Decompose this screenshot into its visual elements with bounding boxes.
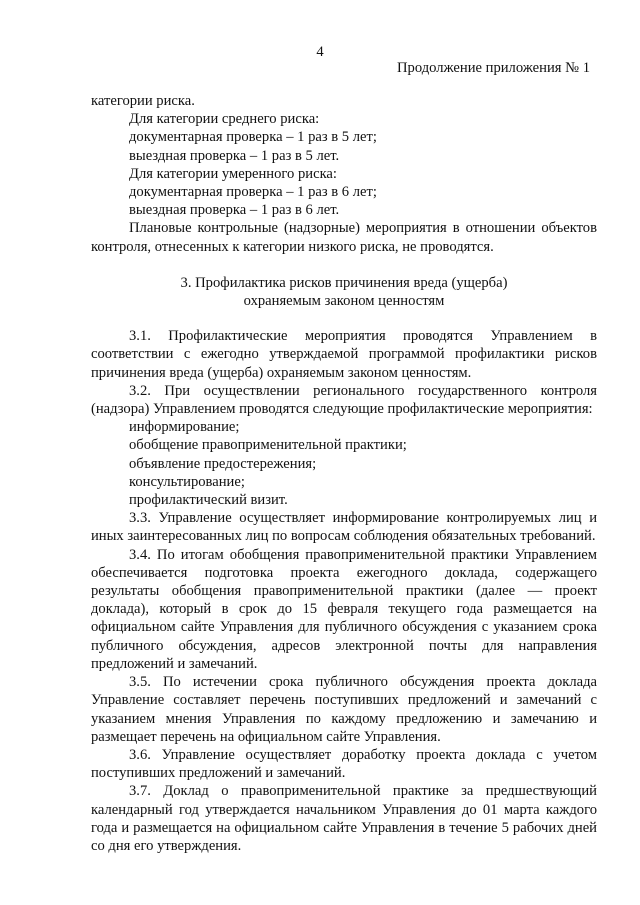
section-3-heading xyxy=(91,274,597,310)
moderate-risk-title: Для категории умеренного риска: xyxy=(129,165,337,182)
paragraph-3-1: 3.1. Профилактические мероприятия проводятся Управлением в соответствии с ежегодно утверждаемой программой профилактики рисков причинения вреда (ущерба) охраняемым законом ценностям. xyxy=(91,328,597,381)
list-item: объявление предостережения; xyxy=(129,455,317,472)
list-item: профилактический визит. xyxy=(129,492,288,509)
moderate-risk-documentary: документарная проверка – 1 раз в 6 лет; xyxy=(129,184,377,201)
section-3-heading-line2: охраняемым законом ценностям xyxy=(243,293,445,310)
paragraph-3-4: 3.4. По итогам обобщения правоприменительной практики Управлением обеспечивается подготовка проекта ежегодного доклада, содержащего результаты обобщения правоприменительной практики (далее — проект доклада), который в срок до 15 февраля текущего года размещается на официальном сайте Управления для публичного обсуждения с указанием срока публичного обсуждения, адресов электронной почты для направления предложений и замечаний. xyxy=(91,546,597,672)
moderate-risk-onsite: выездная проверка – 1 раз в 6 лет. xyxy=(129,202,340,219)
section-3-heading-line1: 3. Профилактика рисков причинения вреда (ущерба) xyxy=(180,274,508,291)
list-item: обобщение правоприменительной практики; xyxy=(129,437,407,454)
appendix-note: Продолжение приложения № 1 xyxy=(397,60,590,76)
paragraph-3-2: 3.2. При осуществлении регионального государственного контроля (надзора) Управлением проводятся следующие профилактические мероприятия: xyxy=(91,382,597,418)
medium-risk-title: Для категории среднего риска: xyxy=(129,111,320,128)
low-risk-paragraph: Плановые контрольные (надзорные) мероприятия в отношении объектов контроля, отнесенных к категории низкого риска, не проводятся. xyxy=(91,220,597,255)
document-body xyxy=(91,92,597,855)
paragraph-3-5: 3.5. По истечении срока публичного обсуждения проекта доклада Управление составляет перечень поступивших предложений и замечаний с указанием мнения Управления по каждому предложению и замечанию и размещает перечень на официальном сайте Управления. xyxy=(91,674,597,745)
paragraph-3-7: 3.7. Доклад о правоприменительной практике за предшествующий календарный год утверждается начальником Управления до 01 марта каждого года и размещается на официальном сайте Управления в течение 5 рабочих дней со дня его утверждения. xyxy=(91,783,597,854)
paragraph-continuation: категории риска. xyxy=(91,93,195,109)
page-number: 4 xyxy=(316,44,324,60)
medium-risk-onsite: выездная проверка – 1 раз в 5 лет. xyxy=(129,147,340,164)
paragraph-3-3: 3.3. Управление осуществляет информирование контролируемых лиц и иных заинтересованных лиц по вопросам соблюдения обязательных требований. xyxy=(91,510,597,545)
list-item: информирование; xyxy=(129,419,240,436)
paragraph-3-6: 3.6. Управление осуществляет доработку проекта доклада с учетом поступивших предложений и замечаний. xyxy=(91,746,597,782)
list-item: консультирование; xyxy=(129,473,245,490)
medium-risk-documentary: документарная проверка – 1 раз в 5 лет; xyxy=(129,129,377,146)
